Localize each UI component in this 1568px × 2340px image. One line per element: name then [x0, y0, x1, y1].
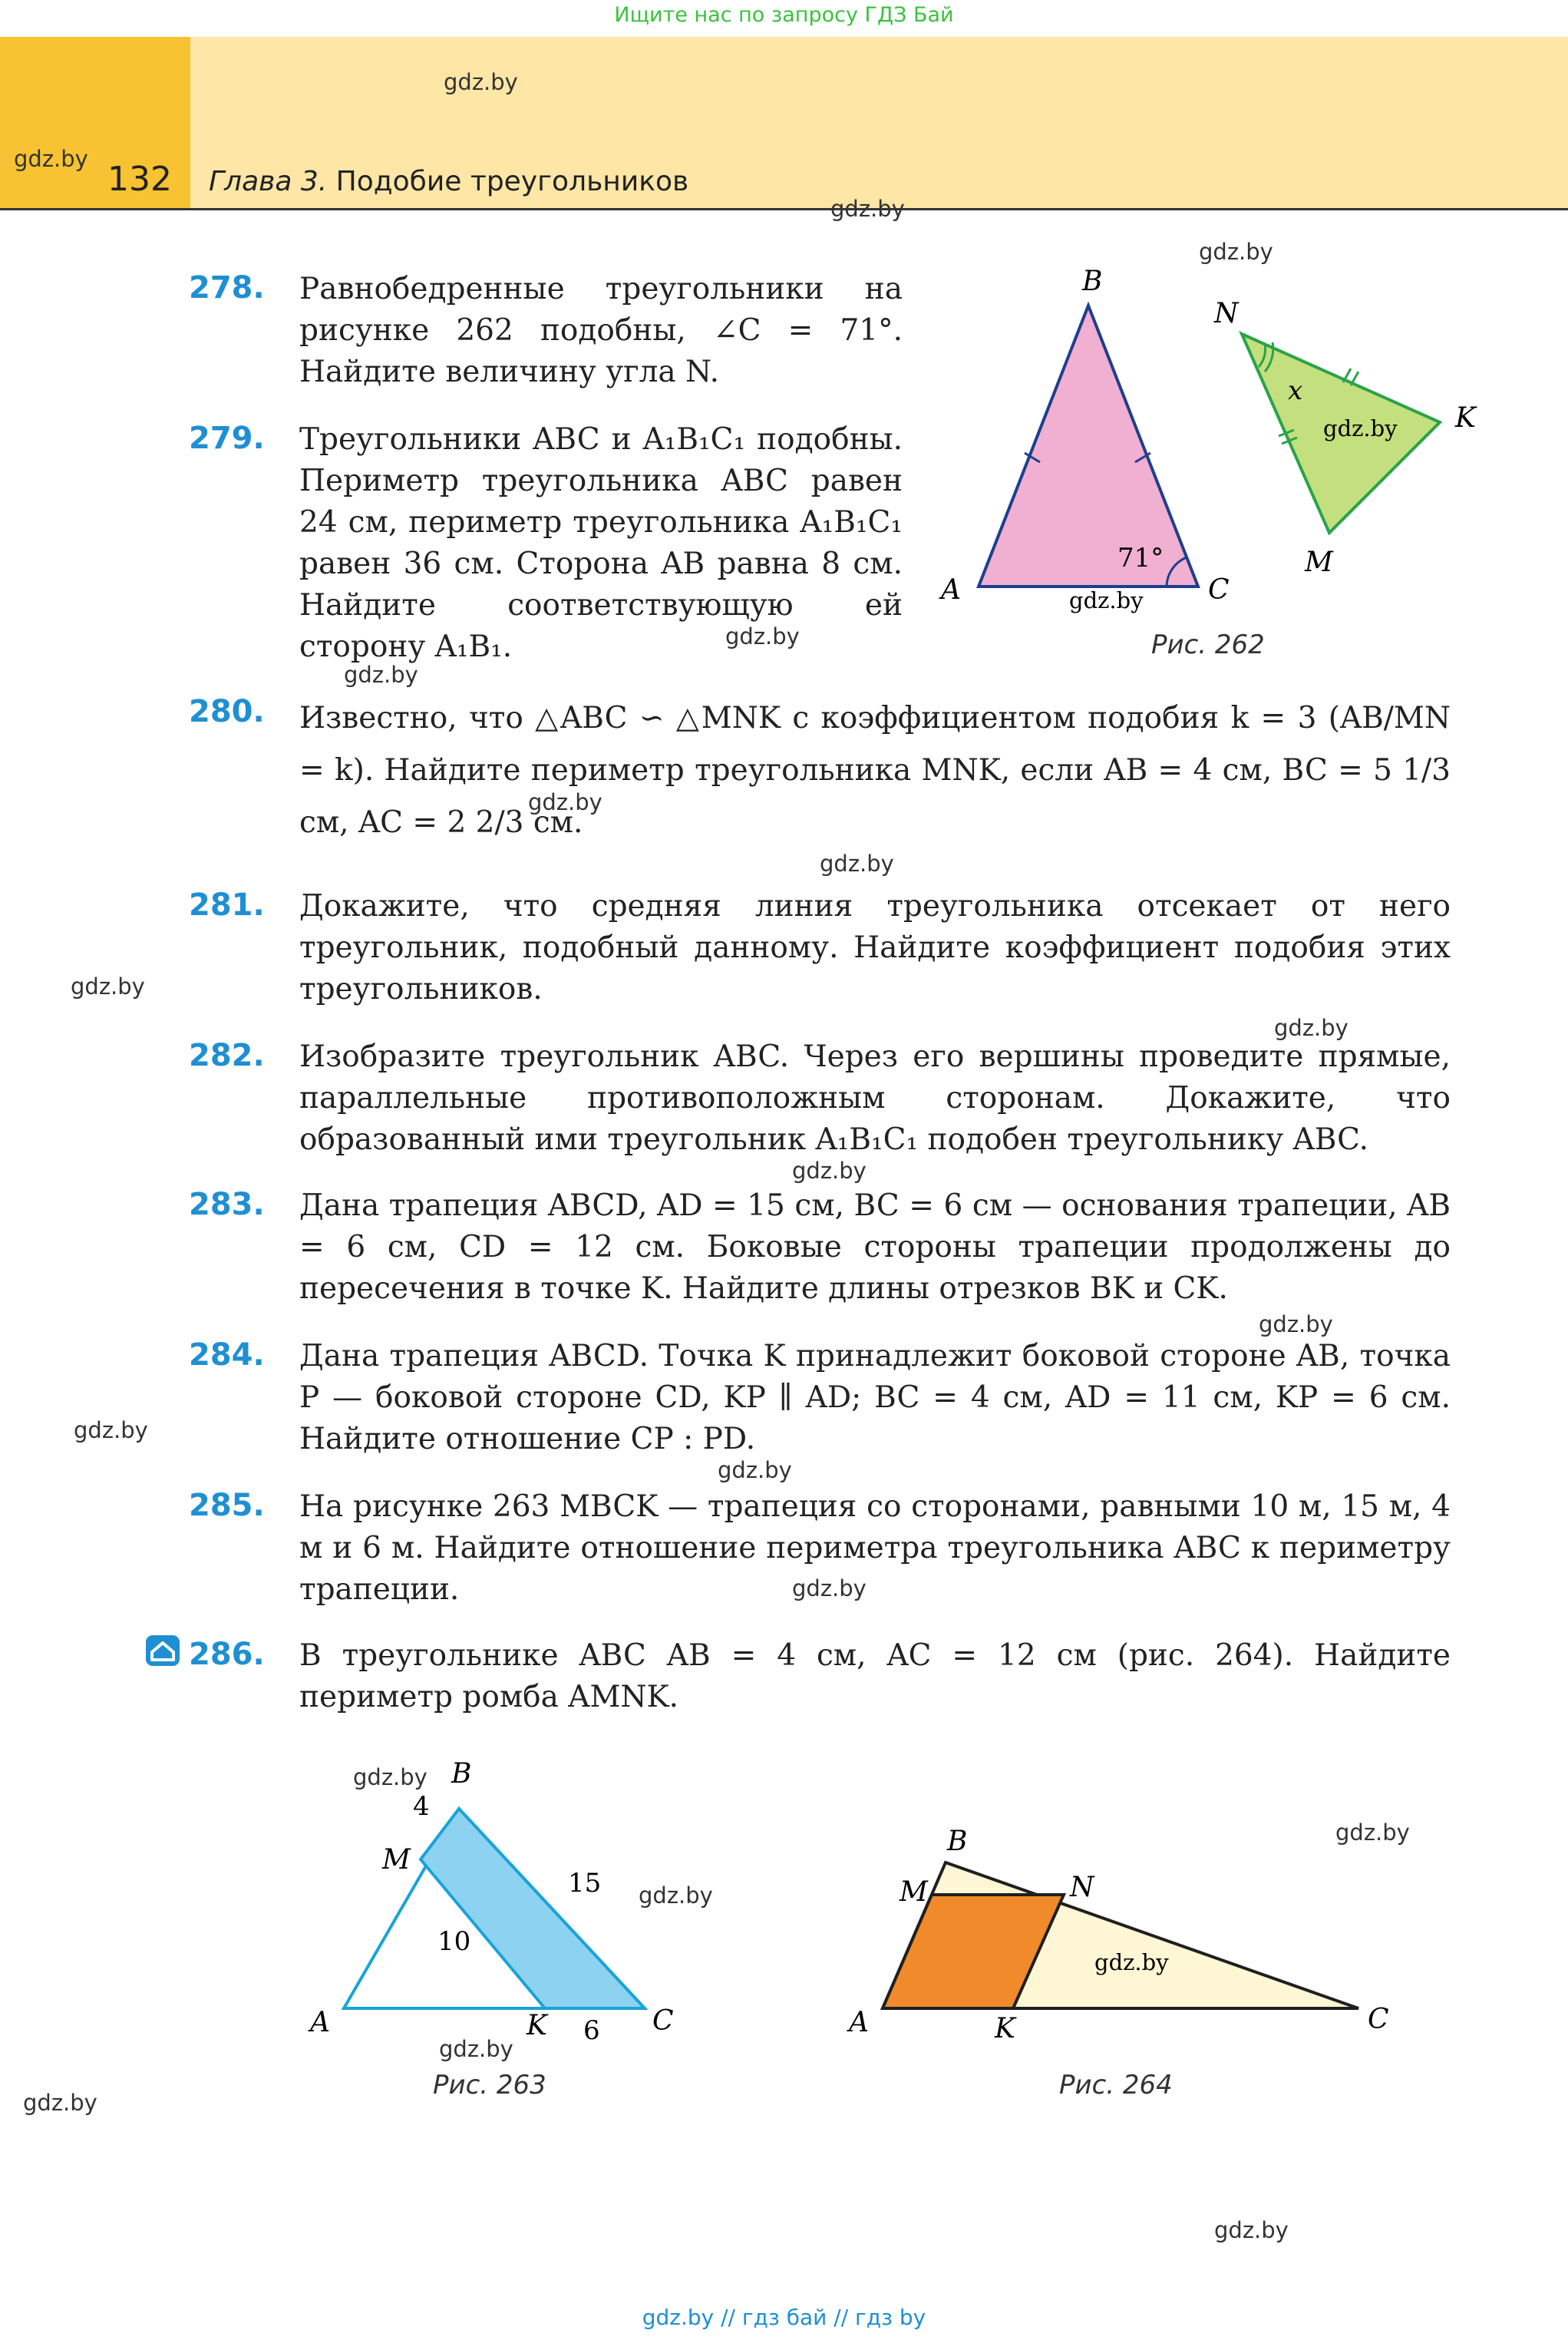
- watermark: gdz.by: [725, 623, 800, 649]
- top-banner[interactable]: Ищите нас по запросу ГДЗ Бай: [614, 3, 954, 27]
- watermark: gdz.by: [1259, 1311, 1333, 1337]
- watermark: gdz.by: [718, 1457, 792, 1483]
- footer-links[interactable]: gdz.by // гдз бай // гдз by: [642, 2305, 926, 2330]
- triangle-abc: [979, 306, 1198, 587]
- problem-number: 281.: [189, 887, 265, 923]
- problem-text: Равнобедренные треугольники на рисунке 262 подобны, ∠C = 71°. Найдите величину угла N.: [299, 272, 903, 389]
- label-b: B: [1082, 266, 1103, 297]
- label-4: 4: [413, 1791, 430, 1822]
- problem-text: Известно, что △ABC ∽ △MNK с коэффициентом подобия k = 3 (AB/MN = k). Найдите периметр треугольника MNK, если AB = 4 см, BC = 5 1/3 см, AC = 2 2/3 см.: [299, 701, 1451, 840]
- label-c: C: [652, 2005, 674, 2037]
- watermark: gdz.by: [439, 2036, 513, 2062]
- problem-number: 286.: [189, 1637, 265, 1672]
- label-k: K: [1455, 402, 1476, 434]
- chapter-label: Глава 3.: [209, 166, 328, 197]
- watermark: gdz.by: [71, 973, 145, 1000]
- watermark: gdz.by: [74, 1417, 148, 1443]
- problem-number: 279.: [189, 421, 265, 456]
- label-c: C: [1208, 574, 1230, 606]
- watermark: gdz.by: [1335, 1819, 1410, 1846]
- label-a: A: [310, 2007, 330, 2038]
- watermark: gdz.by: [353, 1764, 427, 1790]
- watermark: gdz.by: [792, 1158, 867, 1184]
- figure-caption: Рис. 264: [1059, 2070, 1173, 2100]
- problem-number: 282.: [189, 1038, 265, 1073]
- label-n: N: [1214, 298, 1239, 329]
- watermark: gdz.by: [1323, 415, 1398, 441]
- problem-text: Изобразите треугольник ABC. Через его вершины проведите прямые, параллельные противоположным сторонам. Докажите, что образованный ими треугольник A₁B₁C₁ подобен треугольнику ABC.: [299, 1039, 1451, 1157]
- watermark: gdz.by: [528, 789, 602, 815]
- label-a: A: [849, 2007, 869, 2038]
- chapter-name: Подобие треугольников: [335, 166, 689, 197]
- watermark: gdz.by: [23, 2090, 97, 2116]
- watermark: gdz.by: [1069, 587, 1144, 613]
- problem-number: 284.: [189, 1337, 265, 1373]
- watermark: gdz.by: [1199, 239, 1273, 265]
- label-n: N: [1070, 1872, 1094, 1903]
- page-number: 132: [107, 160, 172, 199]
- problem-number: 285.: [189, 1488, 265, 1523]
- watermark: gdz.by: [444, 69, 518, 95]
- watermark: gdz.by: [639, 1882, 713, 1909]
- problem-text: Дана трапеция ABCD. Точка K принадлежит боковой стороне AB, точка P — боковой стороне CD, KP ∥ AD; BC = 4 см, AD = 11 см, KP = 6 см. Найдите отношение CP : PD.: [299, 1339, 1451, 1456]
- label-angle-c: 71°: [1117, 543, 1164, 573]
- figure-264: [844, 1819, 1428, 2065]
- problem-text: На рисунке 263 MBCK — трапеция со сторонами, равными 10 м, 15 м, 4 м и 6 м. Найдите отношение периметра треугольника ABC к периметру трапеции.: [299, 1489, 1451, 1607]
- label-b: B: [947, 1826, 968, 1857]
- watermark: gdz.by: [1214, 2217, 1289, 2243]
- watermark: gdz.by: [1094, 1949, 1169, 1975]
- label-k: K: [527, 2010, 547, 2041]
- figure-caption: Рис. 262: [1151, 630, 1265, 660]
- home-task-icon: [144, 1634, 183, 1669]
- label-b: B: [451, 1758, 472, 1790]
- label-k: K: [995, 2013, 1015, 2044]
- watermark: gdz.by: [792, 1575, 867, 1601]
- problem-number: 280.: [189, 694, 265, 729]
- watermark: gdz.by: [830, 196, 905, 222]
- chapter-title: [209, 166, 688, 197]
- problem-number: 278.: [189, 270, 265, 306]
- label-x: x: [1288, 375, 1303, 406]
- watermark: gdz.by: [14, 146, 88, 172]
- label-a: A: [941, 574, 961, 606]
- problem-number: 283.: [189, 1187, 265, 1222]
- watermark: gdz.by: [1274, 1015, 1348, 1041]
- problem-text: В треугольнике ABC AB = 4 см, AC = 12 см (рис. 264). Найдите периметр ромба AMNK.: [299, 1638, 1451, 1714]
- label-m: M: [382, 1844, 411, 1876]
- label-10: 10: [437, 1926, 471, 1957]
- problem-text: Треугольники ABC и A₁B₁C₁ подобны. Периметр треугольника ABC равен 24 см, периметр треугольника A₁B₁C₁ равен 36 см. Сторона AB равна 8 см. Найдите соответствующую ей сторону A₁B₁.: [299, 422, 903, 664]
- problem-text: Дана трапеция ABCD, AD = 15 см, BC = 6 см — основания трапеции, AB = 6 см, CD = 12 см. Боковые стороны трапеции продолжены до пересечения в точке K. Найдите длины отрезков BK и CK.: [299, 1188, 1451, 1306]
- problem-text: Докажите, что средняя линия треугольника отсекает от него треугольник, подобный данному. Найдите коэффициент подобия этих треугольников.: [299, 889, 1451, 1006]
- watermark: gdz.by: [820, 851, 894, 877]
- label-15: 15: [568, 1868, 602, 1899]
- label-6: 6: [583, 2015, 600, 2042]
- figure-262: [921, 253, 1504, 683]
- figure-caption: Рис. 263: [433, 2070, 546, 2100]
- label-m: M: [1305, 547, 1333, 578]
- label-m: M: [900, 1876, 928, 1908]
- label-c: C: [1368, 2004, 1389, 2035]
- watermark: gdz.by: [344, 662, 418, 688]
- header-divider: [0, 208, 1568, 210]
